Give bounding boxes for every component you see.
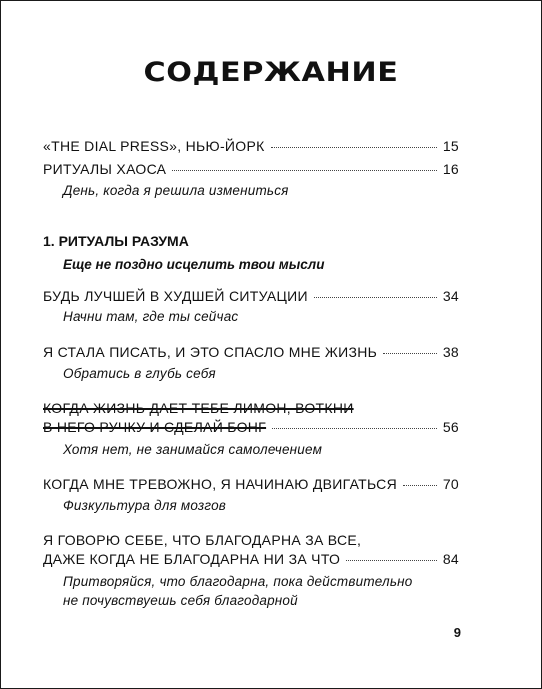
toc-entry-subtitle: Начни там, где ты сейчас — [63, 309, 239, 324]
toc-entry-title-line: В НЕГО РУЧКУ И СДЕЛАЙ БОНГ — [43, 419, 267, 435]
toc-page-number: 38 — [442, 344, 459, 360]
toc-page-number: 34 — [442, 288, 459, 304]
toc-page-number: 56 — [442, 419, 459, 435]
dot-leader — [272, 428, 437, 429]
dot-leader — [346, 560, 437, 561]
toc-entry-title: Я СТАЛА ПИСАТЬ, И ЭТО СПАСЛО МНЕ ЖИЗНЬ — [43, 344, 378, 360]
toc-entry-title: РИТУАЛЫ ХАОСА — [43, 161, 167, 177]
toc-entry-rituals-of-chaos — [43, 160, 459, 178]
toc-entry-subtitle: Физкультура для мозгов — [63, 498, 227, 513]
toc-entry-dial-press — [43, 137, 459, 155]
dot-leader — [314, 297, 437, 298]
toc-entry-chapter — [43, 418, 459, 436]
toc-entry-title: «THE DIAL PRESS», НЬЮ-ЙОРК — [43, 138, 265, 154]
page-number: 9 — [453, 625, 461, 640]
toc-entry-chapter — [43, 287, 459, 305]
toc-page-number: 70 — [442, 476, 459, 492]
toc-entry-subtitle: Обратись в глубь себя — [63, 366, 216, 381]
dot-leader — [271, 147, 437, 148]
toc-entry-title-line: Я ГОВОРЮ СЕБЕ, ЧТО БЛАГОДАРНА ЗА ВСЕ, — [43, 532, 362, 548]
dot-leader — [172, 170, 436, 171]
toc-entry-subtitle: Притворяйся, что благодарна, пока действительно — [63, 574, 413, 589]
toc-entry-title-line: КОГДА ЖИЗНЬ ДАЕТ ТЕБЕ ЛИМОН, ВОТКНИ — [43, 400, 354, 416]
toc-entry-subtitle: Хотя нет, не занимайся самолечением — [63, 442, 323, 457]
dot-leader — [403, 485, 437, 486]
toc-entry-subtitle: не почувствуешь себя благодарной — [63, 593, 298, 608]
page-title: СОДЕРЖАНИЕ — [143, 57, 399, 88]
toc-entry-chapter — [43, 475, 459, 493]
toc-entry-title: БУДЬ ЛУЧШЕЙ В ХУДШЕЙ СИТУАЦИИ — [43, 288, 308, 304]
toc-entry-subtitle: День, когда я решила измениться — [63, 183, 289, 198]
toc-page-number: 84 — [442, 551, 459, 567]
toc-entry-chapter — [43, 550, 459, 568]
toc-page-number: 15 — [442, 138, 459, 154]
toc-entry-chapter — [43, 343, 459, 361]
toc-entry-title: КОГДА МНЕ ТРЕВОЖНО, Я НАЧИНАЮ ДВИГАТЬСЯ — [43, 476, 397, 492]
section-heading: 1. РИТУАЛЫ РАЗУМА — [43, 233, 189, 249]
dot-leader — [383, 353, 437, 354]
toc-entry-title-line: ДАЖЕ КОГДА НЕ БЛАГОДАРНА НИ ЗА ЧТО — [43, 551, 341, 567]
toc-page-number: 16 — [442, 161, 459, 177]
section-subtitle: Еще не поздно исцелить твои мысли — [63, 257, 325, 272]
